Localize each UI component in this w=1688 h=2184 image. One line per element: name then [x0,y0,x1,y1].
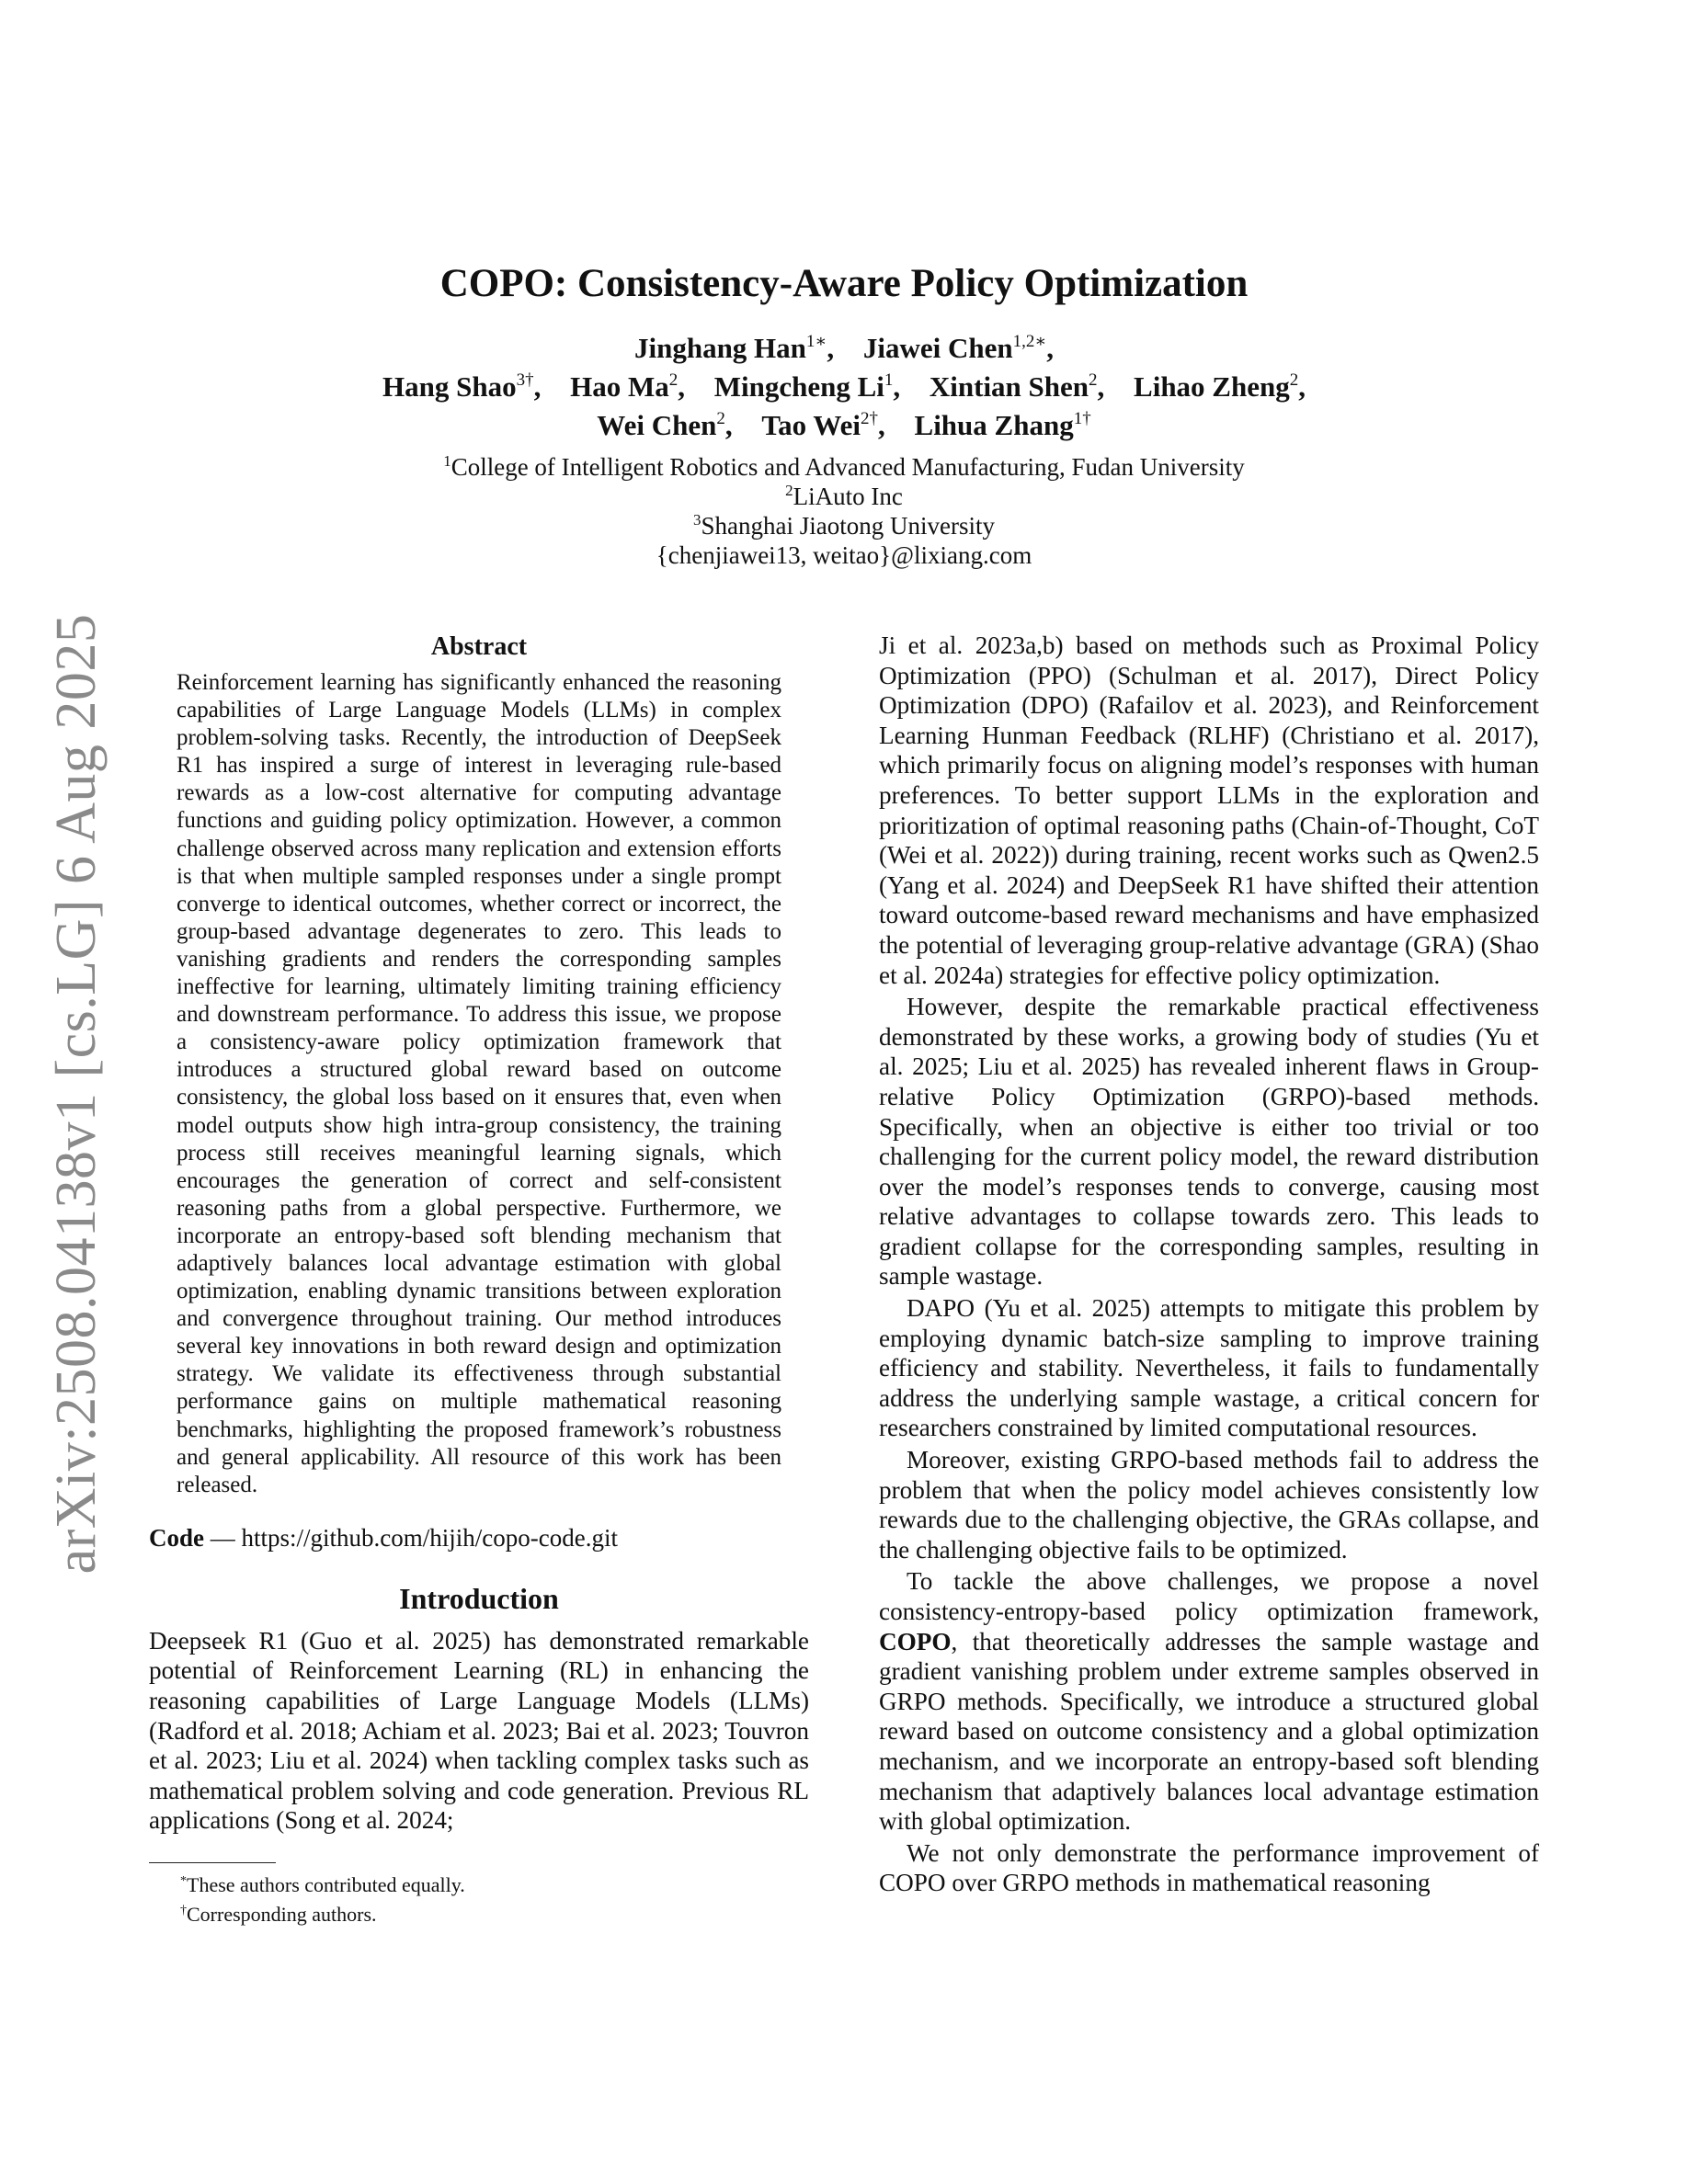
paper-title: COPO: Consistency-Aware Policy Optimization [439,262,1249,305]
author-list [0,329,1688,445]
author: Hao Ma$^2$, [570,370,685,403]
author: Wei Chen$^2$, [597,409,733,441]
author-line-3 [0,406,1688,445]
author: Jiawei Chen$^{1,2∗}$, [862,332,1055,364]
intro-paragraph-left: Deepseek R1 (Guo et al. 2025) has demonstrated remarkable potential of Reinforcement Learning (RL) in enhancing the reasoning capabilities of Large Language Models (LLMs) (Radford et al. 2018; Achiam et al. 2023; Bai et al. 2023; Touvron et al. 2023; Liu et al. 2024) when tackling complex tasks such as mathematical problem solving and code generation. Previous RL applications (Song et al. 2024; [149,1626,809,1835]
left-column [149,631,809,1836]
author: Jinghang Han$^{1∗}$, [633,332,835,364]
intro-paragraph: We not only demonstrate the performance improvement of COPO over GRPO methods in mathematical reasoning [879,1838,1539,1897]
contact-email: {chenjiawei13, weitao}@lixiang.com [656,541,1032,569]
arxiv-identifier: arXiv:2508.04138v1 [cs.LG] 6 Aug 2025 [45,613,108,1575]
code-link-line: Code — https://github.com/hijih/copo-code.git [149,1523,618,1552]
intro-paragraph: Ji et al. 2023a,b) based on methods such as Proximal Policy Optimization (PPO) (Schulman et al. 2017), Direct Policy Optimization (DPO) (Rafailov et al. 2023), and Reinforcement Learning Hunman Feedback (RLHF) (Christiano et al. 2017), which primarily focus on aligning model’s responses with human preferences. To better support LLMs in the exploration and prioritization of optimal reasoning paths (Chain-of-Thought, CoT (Wei et al. 2022)) during training, recent works such as Qwen2.5 (Yang et al. 2024) and DeepSeek R1 have shifted their attention toward outcome-based reward mechanisms and have emphasized the potential of leveraging group-relative advantage (GRA) (Shao et al. 2024a) strategies for effective policy optimization. [879,631,1539,989]
abstract-body: Reinforcement learning has significantly enhanced the reasoning capabilities of Large Language Models (LLMs) in complex problem-solving tasks. Recently, the introduction of DeepSeek R1 has inspired a surge of interest in leveraging rule-based rewards as a low-cost alternative for computing advantage functions and guiding policy optimization. However, a common challenge observed across many replication and extension efforts is that when multiple sampled responses under a single prompt converge to identical outcomes, whether correct or incorrect, the group-based advantage degenerates to zero. This leads to vanishing gradients and renders the corresponding samples ineffective for learning, ultimately limiting training efficiency and downstream performance. To address this issue, we propose a consistency-aware policy optimization framework that introduces a structured global reward based on outcome consistency, the global loss based on it ensures that, even when model outputs show high intra-group consistency, the training process still receives meaningful learning signals, which encourages the generation of correct and self-consistent reasoning paths from a global perspective. Furthermore, we incorporate an entropy-based soft blending mechanism that adaptively balances local advantage estimation with global optimization, enabling dynamic transitions between exploration and convergence throughout training. Our method introduces several key innovations in both reward design and optimization strategy. We validate its effectiveness through substantial performance gains on multiple mathematical reasoning benchmarks, highlighting the proposed framework’s robustness and general applicability. All resource of this work has been released. [177,670,781,1497]
copo-name: COPO [879,1627,952,1655]
author: Hang Shao$^{3\dagger}$, [382,370,542,403]
author: Mingcheng Li$^1$, [713,370,901,403]
footnotes [149,1862,809,1929]
intro-paragraph: Moreover, existing GRPO-based methods fail to address the problem that when the policy model achieves consistently low rewards due to the challenging objective, the GRAs collapse, and the challenging objective fails to be optimized. [879,1446,1539,1564]
footnote-rule [149,1862,276,1863]
author-line-1 [0,329,1688,368]
affiliation: $^2$LiAuto Inc [785,482,903,510]
author: Tao Wei$^{2\dagger}$, [761,409,885,441]
intro-paragraph: DAPO (Yu et al. 2025) attempts to mitigate this problem by employing dynamic batch-size sampling to improve training efficiency and stability. Nevertheless, it fails to fundamentally address the underlying sample wastage, a critical concern for researchers constrained by limited computational resources. [879,1294,1539,1442]
right-column [879,631,1539,1900]
introduction-heading: Introduction [399,1581,559,1615]
footnote: †Corresponding authors. [180,1903,377,1926]
footnote: *These authors contributed equally. [180,1873,465,1896]
code-label: Code [149,1523,204,1552]
intro-paragraph: However, despite the remarkable practical effectiveness demonstrated by these works, a growing body of studies (Yu et al. 2025; Liu et al. 2025) has revealed inherent flaws in Group-relative Policy Optimization (GRPO)-based methods. Specifically, when an objective is either too trivial or too challenging for the current policy model, the reward distribution over the model’s responses tends to converge, causing most relative advantages to collapse towards zero. This leads to gradient collapse for the corresponding samples, resulting in sample wastage. [879,993,1539,1291]
affiliations [0,452,1688,570]
code-url-link[interactable]: https://github.com/hijih/copo-code.git [241,1523,618,1552]
affiliation: $^1$College of Intelligent Robotics and Advanced Manufacturing, Fudan University [443,452,1245,481]
intro-paragraph-copo: To tackle the above challenges, we propose a novel consistency-entropy-based policy optimization framework, COPO, that theoretically addresses the sample wastage and gradient vanishing problem under extreme samples observed in GRPO methods. Specifically, we introduce a structured global reward based on outcome consistency and a global optimization mechanism, and we incorporate an entropy-based soft blending mechanism that adaptively balances local advantage estimation with global optimization. [879,1567,1539,1836]
author: Lihao Zheng$^2$, [1134,370,1306,403]
abstract-heading: Abstract [430,632,528,661]
author: Lihua Zhang$^{1\dagger}$ [914,409,1091,441]
affiliation: $^3$Shanghai Jiaotong University [693,511,995,540]
author: Xintian Shen$^2$, [929,370,1105,403]
author-line-2 [0,368,1688,406]
